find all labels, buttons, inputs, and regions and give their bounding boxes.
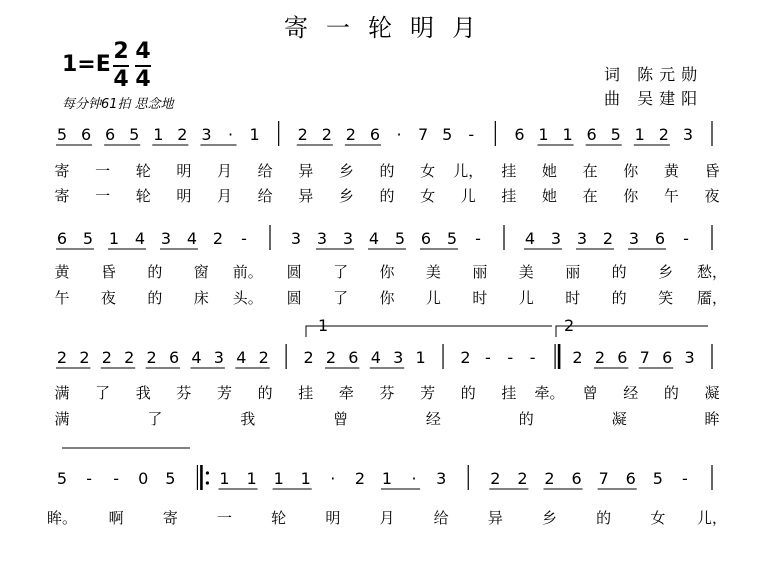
lyric-char: 啊 xyxy=(108,509,124,527)
time-sig-top: 4 xyxy=(135,39,151,64)
lyric-char: 女 xyxy=(650,509,666,527)
note: 2 xyxy=(345,125,356,144)
note: 6 xyxy=(80,125,92,144)
lyric-char: 挂 xyxy=(501,187,517,205)
note: 4 xyxy=(368,229,380,248)
time-sig-bottom: 4 xyxy=(135,67,151,92)
note: 3 xyxy=(550,229,562,248)
note: 1 xyxy=(153,125,164,144)
note: 7 xyxy=(639,348,650,367)
note: - xyxy=(113,469,120,488)
lyric-char: 在 xyxy=(582,162,598,180)
lyric-char: 的 xyxy=(663,384,679,402)
note: 1 xyxy=(538,125,549,144)
note: 4 xyxy=(134,229,146,248)
lyric-char: 轮 xyxy=(271,509,287,527)
note: 2 xyxy=(177,125,188,144)
note: 6 xyxy=(514,125,525,144)
lyric-char: 给 xyxy=(433,509,449,527)
note: 2 xyxy=(258,348,269,367)
lyric-char: 昏 xyxy=(704,162,720,180)
lyric-char: 寄 xyxy=(54,162,70,180)
lyric-char: 的 xyxy=(518,410,534,428)
note: 1 xyxy=(415,348,426,367)
note: 2 xyxy=(490,469,501,488)
note: 5 xyxy=(652,469,663,488)
lyric-char: 黄 xyxy=(54,263,70,281)
lyric-char: 的 xyxy=(147,263,163,281)
lyric-char: 芳 xyxy=(420,384,436,402)
lyric-char: 经 xyxy=(425,410,441,428)
lyric-char: 月 xyxy=(216,187,233,205)
lyric-char: 凝 xyxy=(611,410,627,428)
lyric-char: 的 xyxy=(460,384,476,402)
note: 4 xyxy=(186,229,198,248)
note: - xyxy=(468,125,475,144)
lyric-char: 笑 xyxy=(658,289,674,307)
note: 4 xyxy=(236,348,247,367)
note: 6 xyxy=(571,469,582,488)
note: 1 xyxy=(273,469,284,488)
lyric-char: 你 xyxy=(379,289,395,307)
lyric-char: 轮 xyxy=(135,162,151,180)
note: 3 xyxy=(290,229,302,248)
lyric-char: 满 xyxy=(54,410,70,428)
note: · xyxy=(227,125,234,144)
note: 1 xyxy=(219,469,230,488)
note: 2 xyxy=(544,469,555,488)
lyric-char: 寄 xyxy=(162,509,178,527)
note: 1 xyxy=(249,125,260,144)
lyric-char: 你 xyxy=(379,263,395,281)
lyric-char: 挂 xyxy=(298,384,314,402)
note: 2 xyxy=(517,469,528,488)
note: 1 xyxy=(108,229,120,248)
note: 5 xyxy=(56,125,68,144)
note: 6 xyxy=(348,348,359,367)
note: 3 xyxy=(436,469,447,488)
lyric-char: 明 xyxy=(176,162,192,180)
lyric-char: 时 xyxy=(472,289,488,307)
note: - xyxy=(86,469,92,488)
lyric-char: 你 xyxy=(623,162,639,180)
note: 6 xyxy=(105,125,116,144)
lyric-char: 黄 xyxy=(663,162,679,180)
lyric-char: 的 xyxy=(611,263,627,281)
lyric-char: 夜 xyxy=(704,187,720,205)
note: 3 xyxy=(342,229,354,248)
lyric-char: 她 xyxy=(541,187,558,205)
note: 6 xyxy=(586,125,597,144)
lyric-char: 乡 xyxy=(338,162,354,180)
lyric-char: 一 xyxy=(95,187,111,205)
lyric-char: 圆 xyxy=(286,263,302,281)
note: · xyxy=(411,469,417,488)
lyric-char: 头。 xyxy=(232,289,263,307)
lyric-char: 午 xyxy=(663,187,679,205)
lyric-char: 你 xyxy=(623,187,639,205)
note: 5 xyxy=(82,229,94,248)
lyric-char: 异 xyxy=(298,187,314,205)
lyric-char: 了 xyxy=(333,289,349,307)
lyric-char: 儿， xyxy=(696,509,728,527)
note: 0 xyxy=(138,469,149,488)
note: 6 xyxy=(625,469,636,488)
lyric-char: 前。 xyxy=(232,263,263,281)
note: 2 xyxy=(321,125,332,144)
note: - xyxy=(682,469,688,488)
lyric-char: 给 xyxy=(257,162,273,180)
volta-2-label: 2 xyxy=(564,316,575,335)
note: 6 xyxy=(168,348,180,367)
note: 5 xyxy=(165,469,176,488)
song-title: 寄一轮明月 xyxy=(284,14,494,42)
lyric-char: 的 xyxy=(596,509,612,527)
note: · xyxy=(396,125,402,144)
lyric-char: 满 xyxy=(54,384,70,402)
lyric-char: 丽 xyxy=(472,263,488,281)
lyric-char: 儿， xyxy=(453,162,484,180)
lyric-char: 窗 xyxy=(193,263,209,281)
lyric-char: 月 xyxy=(379,509,395,527)
note: 2 xyxy=(460,348,471,367)
lyric-char: 丽 xyxy=(565,263,581,281)
note: 1 xyxy=(562,125,573,144)
note: - xyxy=(529,348,536,367)
note: 3 xyxy=(213,348,224,367)
note: 6 xyxy=(662,348,673,367)
note: 3 xyxy=(316,229,328,248)
note: 6 xyxy=(56,229,68,248)
lyricist-credit: 词 陈元勋 xyxy=(604,65,704,84)
note: 6 xyxy=(420,229,432,248)
lyric-char: 了 xyxy=(95,384,111,402)
lyric-char: 明 xyxy=(325,509,341,527)
note: 3 xyxy=(576,229,588,248)
note: 2 xyxy=(297,125,308,144)
note: 5 xyxy=(394,229,406,248)
lyric-char: 芳 xyxy=(216,384,233,402)
note: 5 xyxy=(446,229,458,248)
lyric-char: 芬 xyxy=(176,384,192,402)
lyric-char: 挂 xyxy=(501,384,517,402)
tempo-marking: 每分钟61拍 思念地 xyxy=(62,97,174,112)
lyric-char: 靥， xyxy=(696,289,728,307)
lyric-char: 明 xyxy=(176,187,192,205)
lyric-char: 牵 xyxy=(338,384,354,402)
lyric-char: 她 xyxy=(541,162,558,180)
lyric-char: 曾 xyxy=(582,384,598,402)
lyric-char: 的 xyxy=(257,384,273,402)
note: 2 xyxy=(101,348,112,367)
time-sig-bottom: 4 xyxy=(113,67,129,92)
lyric-char: 女 xyxy=(420,187,436,205)
note: 4 xyxy=(524,229,536,248)
note: 2 xyxy=(79,348,90,367)
note: 5 xyxy=(610,125,621,144)
lyric-char: 时 xyxy=(565,289,581,307)
note: - xyxy=(241,229,247,248)
note: 2 xyxy=(572,348,583,367)
volta-1-label: 1 xyxy=(318,316,329,335)
note: · xyxy=(330,469,336,488)
note: 2 xyxy=(146,348,157,367)
lyric-char: 的 xyxy=(147,289,163,307)
note: 5 xyxy=(442,125,453,144)
note: 1 xyxy=(634,125,645,144)
lyric-char: 圆 xyxy=(286,289,302,307)
note: 4 xyxy=(370,348,381,367)
lyric-char: 儿 xyxy=(460,187,476,205)
repeat-dot xyxy=(206,481,209,484)
lyric-char: 午 xyxy=(54,289,70,307)
note: 3 xyxy=(628,229,640,248)
note: 2 xyxy=(325,348,337,367)
lyric-char: 的 xyxy=(611,289,627,307)
note: 3 xyxy=(160,229,172,248)
lyric-char: 牵。 xyxy=(534,384,565,402)
note: - xyxy=(507,348,514,367)
note: - xyxy=(683,229,689,248)
time-sig-top: 2 xyxy=(113,39,129,64)
note: 1 xyxy=(246,469,257,488)
lyric-char: 床 xyxy=(193,289,209,307)
note: 4 xyxy=(191,348,202,367)
lyric-char: 的 xyxy=(379,162,395,180)
note: 2 xyxy=(124,348,135,367)
lyric-char: 了 xyxy=(147,410,163,428)
lyric-char: 的 xyxy=(379,187,395,205)
note: 2 xyxy=(212,229,224,248)
note: 2 xyxy=(354,469,366,488)
lyric-char: 异 xyxy=(487,509,503,527)
note: 5 xyxy=(56,469,68,488)
key-signature: 1=E xyxy=(62,52,111,77)
volta-1-bracket xyxy=(306,326,552,337)
composer-credit: 曲 吴建阳 xyxy=(604,89,704,108)
note: 6 xyxy=(654,229,666,248)
lyric-char: 愁， xyxy=(696,263,728,281)
lyric-char: 一 xyxy=(95,162,111,180)
note: 2 xyxy=(303,348,314,367)
lyric-char: 月 xyxy=(216,162,233,180)
lyric-char: 美 xyxy=(518,263,534,281)
note: 7 xyxy=(418,125,429,144)
lyric-char: 儿 xyxy=(425,289,441,307)
lyric-char: 在 xyxy=(582,187,598,205)
note: 7 xyxy=(598,469,609,488)
lyric-char: 眸 xyxy=(704,410,720,428)
lyric-char: 凝 xyxy=(704,384,720,402)
lyric-char: 异 xyxy=(298,162,314,180)
lyric-char: 女 xyxy=(420,162,436,180)
note: 6 xyxy=(369,125,381,144)
volta-2-bracket xyxy=(556,326,708,337)
note: 2 xyxy=(594,348,606,367)
repeat-dot xyxy=(206,471,209,474)
lyric-char: 我 xyxy=(240,410,256,428)
note: 3 xyxy=(393,348,404,367)
lyric-char: 乡 xyxy=(338,187,354,205)
note: 1 xyxy=(381,469,393,488)
note: 2 xyxy=(602,229,614,248)
lyric-char: 眸。 xyxy=(46,509,78,527)
note: - xyxy=(484,348,491,367)
note: 3 xyxy=(684,348,695,367)
note: 3 xyxy=(201,125,212,144)
lyric-char: 经 xyxy=(623,384,639,402)
lyric-char: 了 xyxy=(333,263,349,281)
note: 2 xyxy=(658,125,669,144)
note: - xyxy=(475,229,481,248)
lyric-char: 夜 xyxy=(100,289,116,307)
lyric-char: 曾 xyxy=(333,410,349,428)
lyric-char: 轮 xyxy=(135,187,151,205)
note: 2 xyxy=(56,348,68,367)
lyric-char: 昏 xyxy=(100,263,116,281)
lyric-char: 芬 xyxy=(379,384,395,402)
note: 6 xyxy=(617,348,628,367)
lyric-char: 乡 xyxy=(658,263,674,281)
lyric-char: 美 xyxy=(425,263,441,281)
lyric-char: 一 xyxy=(216,509,233,527)
lyric-char: 我 xyxy=(135,384,151,402)
lyric-char: 给 xyxy=(257,187,273,205)
lyric-char: 乡 xyxy=(541,509,558,527)
lyric-char: 挂 xyxy=(501,162,517,180)
note: 5 xyxy=(129,125,140,144)
lyric-char: 寄 xyxy=(54,187,70,205)
lyric-char: 儿 xyxy=(518,289,534,307)
note: 3 xyxy=(682,125,694,144)
note: 1 xyxy=(300,469,311,488)
